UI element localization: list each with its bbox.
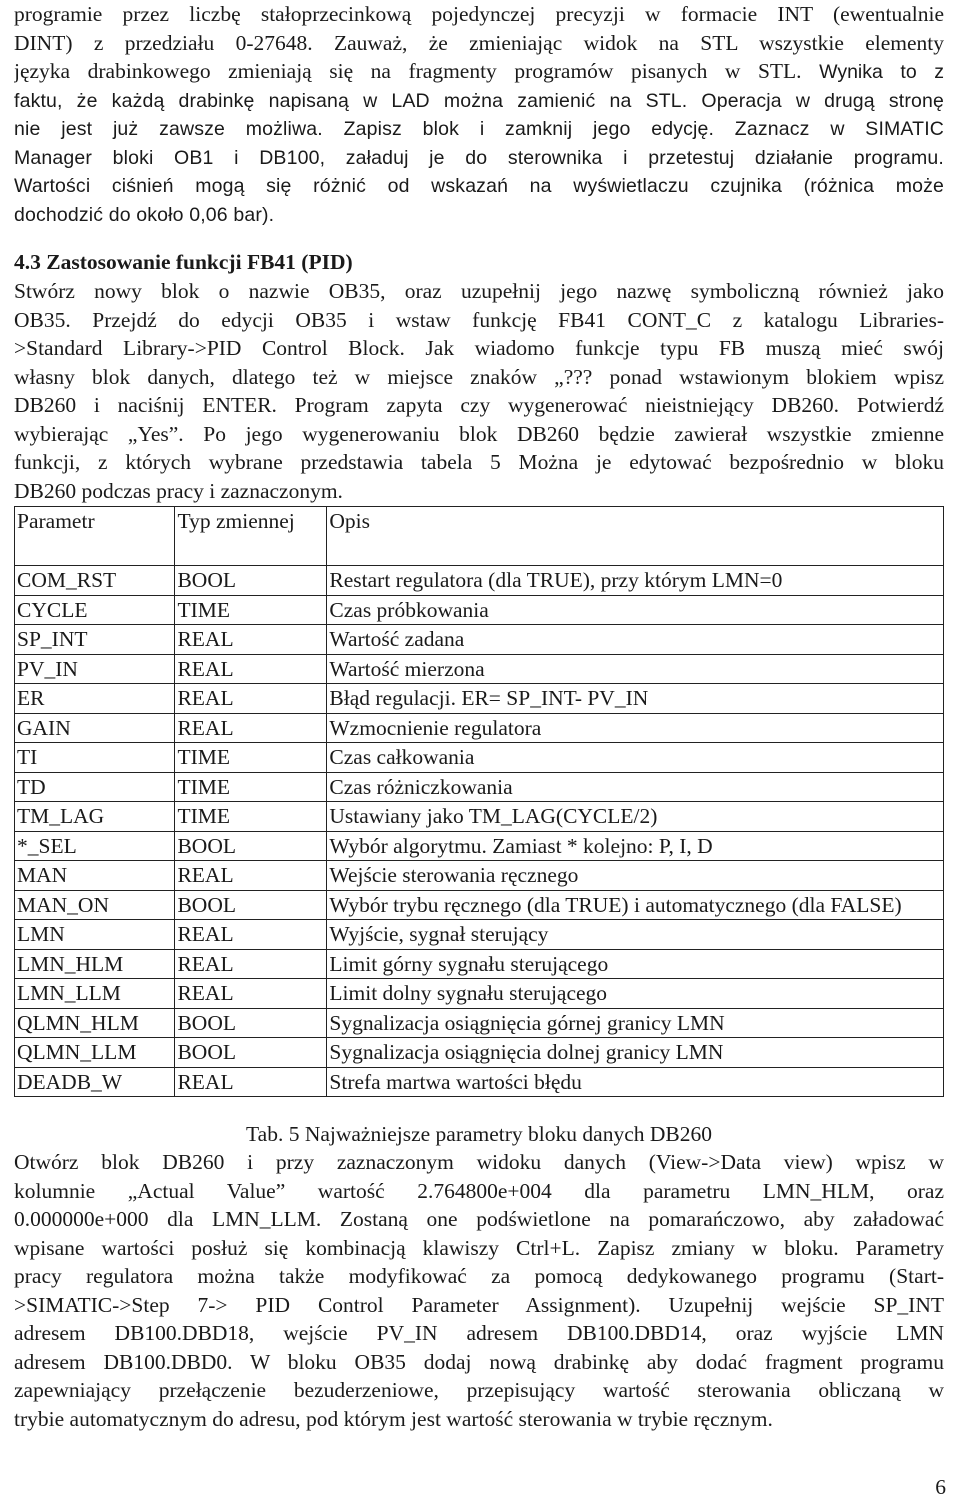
intro-line-8: dochodzić do około 0,06 bar). bbox=[14, 203, 275, 226]
table-row bbox=[15, 772, 944, 802]
cell-opis: Czas próbkowania bbox=[327, 595, 944, 625]
para3-line: wpisane wartości posłuż się kombinacją klawiszy Ctrl+L. Zapisz zmiany w bloku. Parametry bbox=[14, 1235, 944, 1260]
cell-opis: Limit dolny sygnału sterującego bbox=[327, 979, 944, 1009]
intro-paragraph bbox=[14, 0, 944, 229]
cell-typ: TIME bbox=[175, 802, 327, 832]
cell-parametr: DEADB_W bbox=[15, 1067, 175, 1097]
table-row bbox=[15, 595, 944, 625]
cell-parametr: TD bbox=[15, 772, 175, 802]
cell-typ: BOOL bbox=[175, 1038, 327, 1068]
cell-typ: BOOL bbox=[175, 566, 327, 596]
cell-parametr: TI bbox=[15, 743, 175, 773]
table-row bbox=[15, 979, 944, 1009]
table-row bbox=[15, 566, 944, 596]
cell-opis: Czas całkowania bbox=[327, 743, 944, 773]
cell-typ: REAL bbox=[175, 920, 327, 950]
para2-line: OB35. Przejdź do edycji OB35 i wstaw funkcję FB41 CONT_C z katalogu Libraries- bbox=[14, 307, 944, 332]
cell-opis: Sygnalizacja osiągnięcia górnej granicy LMN bbox=[327, 1008, 944, 1038]
cell-opis: Sygnalizacja osiągnięcia dolnej granicy LMN bbox=[327, 1038, 944, 1068]
cell-parametr: LMN_HLM bbox=[15, 949, 175, 979]
cell-opis: Wybór trybu ręcznego (dla TRUE) i automatycznego (dla FALSE) bbox=[327, 890, 944, 920]
intro-line-6: Manager bloki OB1 i DB100, załaduj je do sterownika i przetestuj działanie programu. bbox=[14, 146, 944, 169]
parameter-table bbox=[14, 506, 944, 1097]
intro-line-3 bbox=[14, 57, 944, 87]
cell-parametr: CYCLE bbox=[15, 595, 175, 625]
cell-parametr: LMN bbox=[15, 920, 175, 950]
cell-parametr: LMN_LLM bbox=[15, 979, 175, 1009]
cell-opis: Restart regulatora (dla TRUE), przy którym LMN=0 bbox=[327, 566, 944, 596]
cell-parametr: COM_RST bbox=[15, 566, 175, 596]
para3-line: zapewniający przełączenie bezuderzeniowe, przepisujący wartość sterowania obliczaną w bbox=[14, 1378, 944, 1402]
cell-parametr: MAN_ON bbox=[15, 890, 175, 920]
cell-typ: BOOL bbox=[175, 1008, 327, 1038]
para2-line: własny blok danych, dlatego też w miejsce znaków „??? ponad wstawionym blokiem wpisz bbox=[14, 364, 944, 389]
table-row bbox=[15, 831, 944, 861]
cell-typ: TIME bbox=[175, 772, 327, 802]
table-row bbox=[15, 1038, 944, 1068]
intro-line-4: faktu, że każdą drabinkę napisaną w LAD można zamienić na STL. Operacja w drugą stronę bbox=[14, 89, 944, 112]
table-row bbox=[15, 713, 944, 743]
cell-opis: Strefa martwa wartości błędu bbox=[327, 1067, 944, 1097]
cell-parametr: *_SEL bbox=[15, 831, 175, 861]
cell-parametr: MAN bbox=[15, 861, 175, 891]
intro-line-3-serif: języka drabinkowego zmieniają się na fragmenty programów pisanych w STL. bbox=[14, 59, 820, 83]
cell-parametr: ER bbox=[15, 684, 175, 714]
cell-typ: REAL bbox=[175, 949, 327, 979]
intro-line-7: Wartości ciśnień mogą się różnić od wskazań na wyświetlaczu czujnika (różnica może bbox=[14, 175, 944, 197]
table-row bbox=[15, 654, 944, 684]
table-row bbox=[15, 1067, 944, 1097]
table-row bbox=[15, 1008, 944, 1038]
table-row bbox=[15, 625, 944, 655]
para2-line: DB260 i naciśnij ENTER. Program zapyta czy wygenerować nieistniejący DB260. Potwierdź bbox=[14, 393, 944, 417]
body-paragraph-fb41 bbox=[14, 277, 944, 505]
table-row bbox=[15, 743, 944, 773]
para2-line: Stwórz nowy blok o nazwie OB35, oraz uzupełnij jego nazwę symboliczną również jako bbox=[14, 279, 944, 303]
cell-typ: REAL bbox=[175, 684, 327, 714]
table-row bbox=[15, 920, 944, 950]
cell-opis: Wzmocnienie regulatora bbox=[327, 713, 944, 743]
intro-line-2: DINT) z przedziału 0-27648. Zauważ, że zmieniając widok na STL wszystkie elementy bbox=[14, 30, 944, 55]
cell-typ: TIME bbox=[175, 743, 327, 773]
table-row bbox=[15, 861, 944, 891]
cell-opis: Wartość zadana bbox=[327, 625, 944, 655]
para3-line: adresem DB100.DBD0. W bloku OB35 dodaj nową drabinkę aby dodać fragment programu bbox=[14, 1349, 944, 1374]
cell-typ: BOOL bbox=[175, 831, 327, 861]
cell-typ: BOOL bbox=[175, 890, 327, 920]
para2-line: DB260 podczas pracy i zaznaczonym. bbox=[14, 478, 343, 503]
para2-line: wybierając „Yes”. Po jego wygenerowaniu blok DB260 będzie zawierał wszystkie zmienne bbox=[14, 421, 944, 446]
cell-opis: Czas różniczkowania bbox=[327, 772, 944, 802]
cell-parametr: TM_LAG bbox=[15, 802, 175, 832]
cell-typ: REAL bbox=[175, 713, 327, 743]
cell-typ: REAL bbox=[175, 979, 327, 1009]
intro-line-5: nie jest już zawsze możliwa. Zapisz blok i zamknij jego edycję. Zaznacz w SIMATIC bbox=[14, 118, 944, 140]
para3-line: >SIMATIC->Step 7-> PID Control Parameter Assignment). Uzupełnij wejście SP_INT bbox=[14, 1292, 944, 1317]
para3-line: kolumnie „Actual Value” wartość 2.764800e+004 dla parametru LMN_HLM, oraz bbox=[14, 1178, 944, 1203]
para2-line: funkcji, z których wybrane przedstawia tabela 5 Można je edytować bezpośrednio w bloku bbox=[14, 450, 944, 474]
header-typ: Typ zmiennej bbox=[175, 507, 327, 566]
intro-line-1: programie przez liczbę stałoprzecinkową pojedynczej precyzji w formacie INT (ewentualnie bbox=[14, 2, 944, 26]
cell-opis: Wejście sterowania ręcznego bbox=[327, 861, 944, 891]
page-number: 6 bbox=[935, 1475, 946, 1499]
cell-opis: Ustawiany jako TM_LAG(CYCLE/2) bbox=[327, 802, 944, 832]
intro-line-3-sans: Wynika to z bbox=[819, 61, 944, 83]
cell-parametr: SP_INT bbox=[15, 625, 175, 655]
cell-opis: Wyjście, sygnał sterujący bbox=[327, 920, 944, 950]
cell-typ: REAL bbox=[175, 1067, 327, 1097]
para3-line: adresem DB100.DBD18, wejście PV_IN adresem DB100.DBD14, oraz wyjście LMN bbox=[14, 1321, 944, 1345]
cell-typ: TIME bbox=[175, 595, 327, 625]
cell-typ: REAL bbox=[175, 654, 327, 684]
para3-line: 0.000000e+000 dla LMN_LLM. Zostaną one podświetlone na pomarańczowo, aby załadować bbox=[14, 1207, 944, 1231]
table-row bbox=[15, 684, 944, 714]
para3-line: trybie automatycznym do adresu, pod którym jest wartość sterowania w trybie ręcznym. bbox=[14, 1406, 773, 1431]
table-row bbox=[15, 949, 944, 979]
table-header-row bbox=[15, 507, 944, 566]
body-paragraph-db260 bbox=[14, 1148, 944, 1433]
table-caption: Tab. 5 Najważniejsze parametry bloku danych DB260 bbox=[246, 1122, 712, 1146]
section-heading: 4.3 Zastosowanie funkcji FB41 (PID) bbox=[14, 250, 353, 274]
para2-line: >Standard Library->PID Control Block. Jak wiadomo funkcje typu FB muszą mieć swój bbox=[14, 336, 944, 360]
cell-parametr: GAIN bbox=[15, 713, 175, 743]
cell-parametr: PV_IN bbox=[15, 654, 175, 684]
cell-typ: REAL bbox=[175, 625, 327, 655]
cell-parametr: QLMN_HLM bbox=[15, 1008, 175, 1038]
table-row bbox=[15, 802, 944, 832]
cell-typ: REAL bbox=[175, 861, 327, 891]
cell-opis: Wybór algorytmu. Zamiast * kolejno: P, I, D bbox=[327, 831, 944, 861]
para3-line: pracy regulatora można także modyfikować za pomocą dedykowanego programu (Start- bbox=[14, 1264, 944, 1288]
cell-opis: Wartość mierzona bbox=[327, 654, 944, 684]
para3-line: Otwórz blok DB260 i przy zaznaczonym widoku danych (View->Data view) wpisz w bbox=[14, 1150, 944, 1174]
cell-opis: Limit górny sygnału sterującego bbox=[327, 949, 944, 979]
header-parametr: Parametr bbox=[15, 507, 175, 566]
table-row bbox=[15, 890, 944, 920]
header-opis: Opis bbox=[327, 507, 944, 566]
cell-parametr: QLMN_LLM bbox=[15, 1038, 175, 1068]
cell-opis: Błąd regulacji. ER= SP_INT- PV_IN bbox=[327, 684, 944, 714]
parameter-table-body bbox=[15, 507, 944, 1097]
